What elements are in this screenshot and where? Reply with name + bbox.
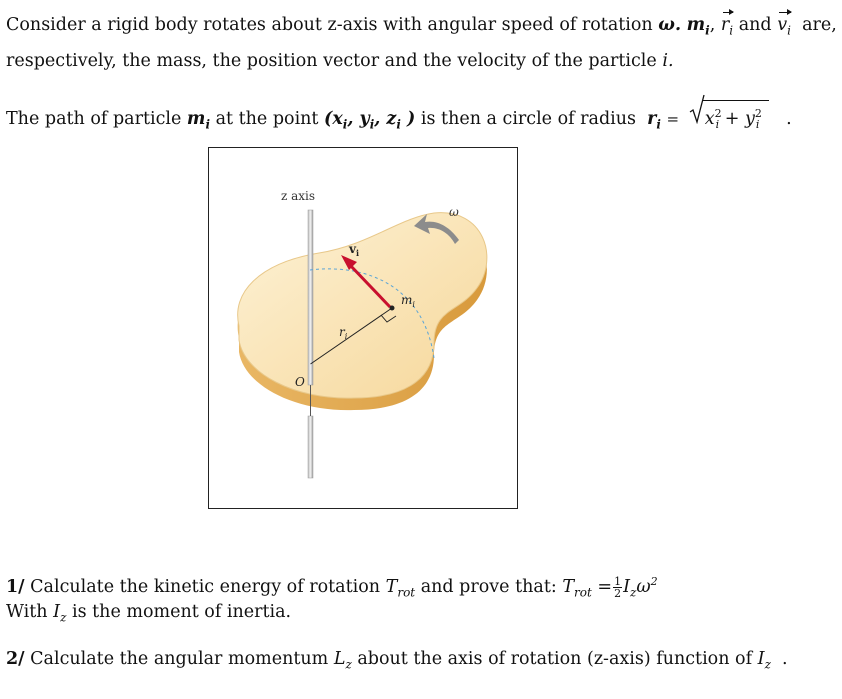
radius-symbol: $r_i$	[647, 108, 661, 132]
velocity-label: $v_i$	[349, 242, 360, 258]
z-axis-rod-upper	[308, 210, 313, 385]
particle-dot	[390, 306, 395, 311]
rigid-body-figure	[208, 147, 518, 509]
radius-label: $r_i$	[339, 325, 348, 341]
z-axis-label: z axis	[281, 189, 316, 203]
question-1: 1/ Calculate the kinetic energy of rotation $T_{rot}$ and prove that: $T_{rot}$ = $\frac{1}{2}$ $I_z\omega^2$	[6, 574, 658, 600]
z-axis-rod-lower	[308, 416, 313, 478]
sqrt-expression: $x^2_i + y^2_i$	[689, 100, 770, 136]
moment-of-inertia-symbol-2: $I_z$	[757, 649, 771, 672]
moment-of-inertia-symbol: $I_z$	[53, 602, 67, 625]
question-1-note: With $I_z$ is the moment of inertia.	[6, 602, 292, 625]
intro-line-1: Consider a rigid body rotates about z-axis with angular speed of rotation ω. $m_i$, $r_i$ and $v_i$ are,	[6, 14, 837, 42]
kinetic-energy-formula: $T_{rot}$	[562, 576, 592, 600]
rigid-body-illustration	[209, 148, 517, 508]
half-fraction: $\frac{1}{2}$	[614, 574, 622, 600]
question-2-number: 2/	[6, 649, 25, 669]
omega-symbol: ω.	[658, 15, 682, 35]
mass-symbol-2: $m_i$	[186, 108, 210, 132]
velocity-vector-symbol: $v_i$	[777, 14, 791, 42]
question-1-number: 1/	[6, 576, 25, 597]
intro-line-2: respectively, the mass, the position vector and the velocity of the particle i.	[6, 51, 674, 71]
question-2: 2/ Calculate the angular momentum $L_z$ about the axis of rotation (z-axis) function of $I_z$ .	[6, 649, 788, 672]
angular-momentum-symbol: $L_z$	[333, 649, 352, 672]
coordinates: ($x_i$, $y_i$, $z_i$ )	[324, 108, 416, 132]
position-vector-symbol: $r_i$	[721, 14, 733, 42]
sqrt-sign-icon	[689, 94, 705, 124]
intro-line-3: The path of particle $m_i$ at the point ($x_i$, $y_i$, $z_i$ ) is then a circle of radius $r_i$ = $x^2_i + y^2_i$ .	[6, 100, 792, 136]
mass-symbol: $m_i$	[686, 15, 710, 38]
rigid-body-top	[238, 213, 487, 398]
intro-text: Consider a rigid body rotates about z-axis with angular speed of rotation	[6, 15, 653, 35]
origin-label: O	[295, 375, 305, 389]
mass-label: $m_i$	[401, 293, 415, 309]
kinetic-energy-symbol: $T_{rot}$	[385, 576, 416, 600]
omega-label: ω	[449, 205, 459, 219]
